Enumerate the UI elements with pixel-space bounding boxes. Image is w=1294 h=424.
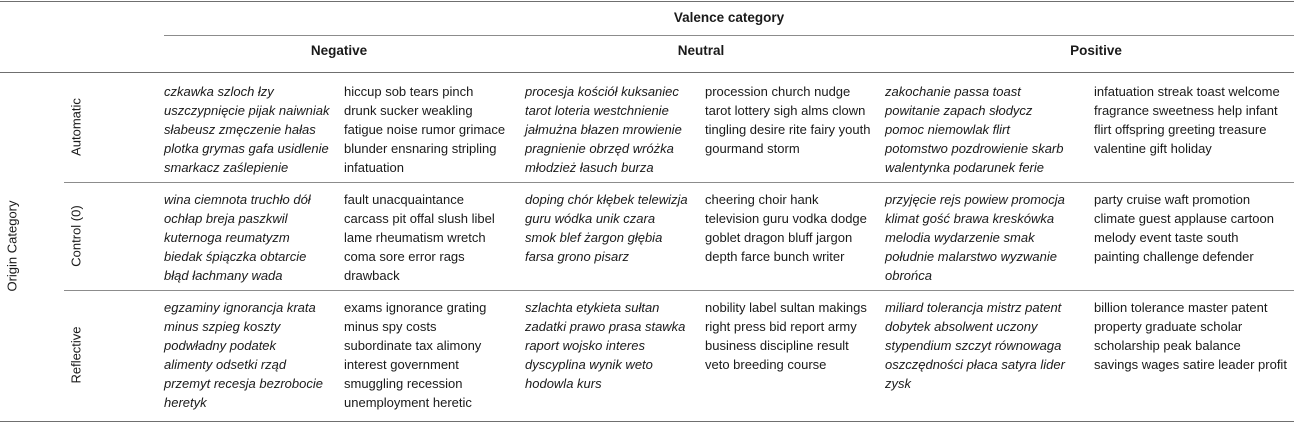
word-line: painting challenge defender	[1094, 249, 1254, 264]
word-line: fault unacquaintance	[344, 192, 464, 207]
word-line: raport wojsko interes	[525, 338, 645, 353]
cell-reflective-neutral-english	[705, 298, 867, 374]
word-line: egzaminy ignorancja krata	[164, 300, 316, 315]
word-line: pomoc niemowlak flirt	[885, 122, 1010, 137]
top-rule	[0, 1, 1294, 2]
word-line: television guru vodka dodge	[705, 211, 867, 226]
cell-control-positive-english	[1094, 190, 1274, 266]
cell-control-negative-english	[344, 190, 495, 285]
cell-automatic-negative-polish	[164, 82, 329, 177]
word-line: infatuation	[344, 160, 404, 175]
word-line: dyscyplina wynik weto	[525, 357, 653, 372]
word-line: zadatki prawo prasa stawka	[525, 319, 686, 334]
row-label-control: Control (0)	[68, 205, 84, 267]
word-line: procesja kościół kuksaniec	[525, 84, 679, 99]
column-header-negative: Negative	[310, 43, 368, 58]
word-line: alimenty odsetki rząd	[164, 357, 287, 372]
word-line: blunder ensnaring stripling	[344, 141, 497, 156]
row-label-reflective: Reflective	[68, 326, 84, 384]
spanning-header: Valence category	[673, 10, 785, 25]
word-line: słabeusz zmęczenie hałas	[164, 122, 316, 137]
cell-reflective-neutral-polish	[525, 298, 685, 393]
cell-reflective-negative-polish	[164, 298, 323, 412]
word-line: minus szpieg koszty	[164, 319, 281, 334]
word-line: zakochanie passa toast	[885, 84, 1021, 99]
word-line: exams ignorance grating	[344, 300, 487, 315]
word-line: powitanie zapach słodycz	[885, 103, 1033, 118]
word-line: subordinate tax alimony	[344, 338, 482, 353]
word-line: minus spy costs	[344, 319, 437, 334]
word-line: potomstwo pozdrowienie skarb	[885, 141, 1064, 156]
cell-automatic-positive-english	[1094, 82, 1280, 158]
word-line: smarkacz zaślepienie	[164, 160, 289, 175]
word-line: południe malarstwo wyzwanie	[885, 249, 1057, 264]
word-line: miliard tolerancja mistrz patent	[885, 300, 1062, 315]
word-line: walentynka podarunek ferie	[885, 160, 1044, 175]
word-line: plotka grymas gafa usidlenie	[164, 141, 329, 156]
word-line: farsa grono pisarz	[525, 249, 630, 264]
word-line: ochłap breja paszkwil	[164, 211, 288, 226]
column-header-neutral: Neutral	[677, 43, 725, 58]
word-line: oszczędności płaca satyra lider	[885, 357, 1065, 372]
word-line: kuternoga reumatyzm	[164, 230, 290, 245]
cell-control-neutral-english	[705, 190, 867, 266]
word-line: jałmużna błazen mrowienie	[525, 122, 682, 137]
word-line: młodzież łasuch burza	[525, 160, 654, 175]
word-line: cheering choir hank	[705, 192, 819, 207]
word-line: błąd łachmany wada	[164, 268, 283, 283]
cell-reflective-positive-polish	[885, 298, 1065, 393]
word-line: zysk	[885, 376, 911, 391]
word-line: przemyt recesja bezrobocie	[164, 376, 323, 391]
word-line: right press bid report army	[705, 319, 857, 334]
word-line: valentine gift holiday	[1094, 141, 1212, 156]
word-line: drunk sucker weakling	[344, 103, 473, 118]
word-line: unemployment heretic	[344, 395, 472, 410]
word-line: drawback	[344, 268, 400, 283]
word-line: tarot lottery sigh alms clown	[705, 103, 866, 118]
word-line: savings wages satire leader profit	[1094, 357, 1287, 372]
word-line: business discipline result	[705, 338, 849, 353]
word-line: party cruise waft promotion	[1094, 192, 1251, 207]
word-line: przyjęcie rejs powiew promocja	[885, 192, 1065, 207]
cell-automatic-positive-polish	[885, 82, 1063, 177]
cell-control-negative-polish	[164, 190, 311, 285]
word-line: fragrance sweetness help infant	[1094, 103, 1278, 118]
word-line: carcass pit offal slush libel	[344, 211, 495, 226]
row-label-automatic: Automatic	[68, 98, 84, 156]
cell-control-neutral-polish	[525, 190, 688, 266]
word-line: veto breeding course	[705, 357, 827, 372]
word-line: scholarship peak balance	[1094, 338, 1241, 353]
word-line: lame rheumatism wretch	[344, 230, 486, 245]
word-line: fatigue noise rumor grimace	[344, 122, 506, 137]
word-line: heretyk	[164, 395, 207, 410]
word-line: szlachta etykieta sułtan	[525, 300, 660, 315]
word-line: klimat gość brawa kreskówka	[885, 211, 1055, 226]
word-line: tarot loteria westchnienie	[525, 103, 669, 118]
word-line: hodowla kurs	[525, 376, 602, 391]
cell-automatic-negative-english	[344, 82, 505, 177]
word-line: melodia wydarzenie smak	[885, 230, 1035, 245]
column-header-positive: Positive	[1070, 43, 1122, 58]
word-line: billion tolerance master patent	[1094, 300, 1268, 315]
row-group-label: Origin Category	[4, 200, 20, 292]
cell-automatic-neutral-english	[705, 82, 870, 158]
word-line: dobytek absolwent uczony	[885, 319, 1038, 334]
row-divider-1	[64, 182, 1294, 183]
word-line: hiccup sob tears pinch	[344, 84, 474, 99]
header-bottom-rule	[0, 72, 1294, 73]
word-line: flirt offspring greeting treasure	[1094, 122, 1267, 137]
word-line: czkawka szloch łzy	[164, 84, 274, 99]
word-line: depth farce bunch writer	[705, 249, 845, 264]
word-line: podwładny podatek	[164, 338, 277, 353]
word-line: doping chór kłębek telewizja	[525, 192, 688, 207]
cell-control-positive-polish	[885, 190, 1065, 285]
word-line: smok blef żargon głębia	[525, 230, 663, 245]
word-line: tingling desire rite fairy youth	[705, 122, 871, 137]
cell-reflective-positive-english	[1094, 298, 1287, 374]
word-line: coma sore error rags	[344, 249, 465, 264]
cell-reflective-negative-english	[344, 298, 486, 412]
word-line: gourmand storm	[705, 141, 800, 156]
word-line: goblet dragon bluff jargon	[705, 230, 853, 245]
word-line: interest government	[344, 357, 459, 372]
word-line: biedak śpiączka obtarcie	[164, 249, 307, 264]
word-line: smuggling recession	[344, 376, 463, 391]
word-line: pragnienie obrzęd wróżka	[525, 141, 674, 156]
word-line: climate guest applause cartoon	[1094, 211, 1274, 226]
word-line: procession church nudge	[705, 84, 851, 99]
word-line: melody event taste south	[1094, 230, 1239, 245]
word-line: stypendium szczyt równowaga	[885, 338, 1062, 353]
row-divider-2	[64, 290, 1294, 291]
cell-automatic-neutral-polish	[525, 82, 682, 177]
word-line: infatuation streak toast welcome	[1094, 84, 1280, 99]
word-line: uszczypnięcie pijak naiwniak	[164, 103, 330, 118]
word-line: obrońca	[885, 268, 932, 283]
word-line: property graduate scholar	[1094, 319, 1243, 334]
bottom-rule	[0, 421, 1294, 422]
word-line: nobility label sultan makings	[705, 300, 867, 315]
word-line: guru wódka unik czara	[525, 211, 656, 226]
word-line: wina ciemnota truchło dół	[164, 192, 311, 207]
spanning-header-underline	[164, 35, 1294, 36]
